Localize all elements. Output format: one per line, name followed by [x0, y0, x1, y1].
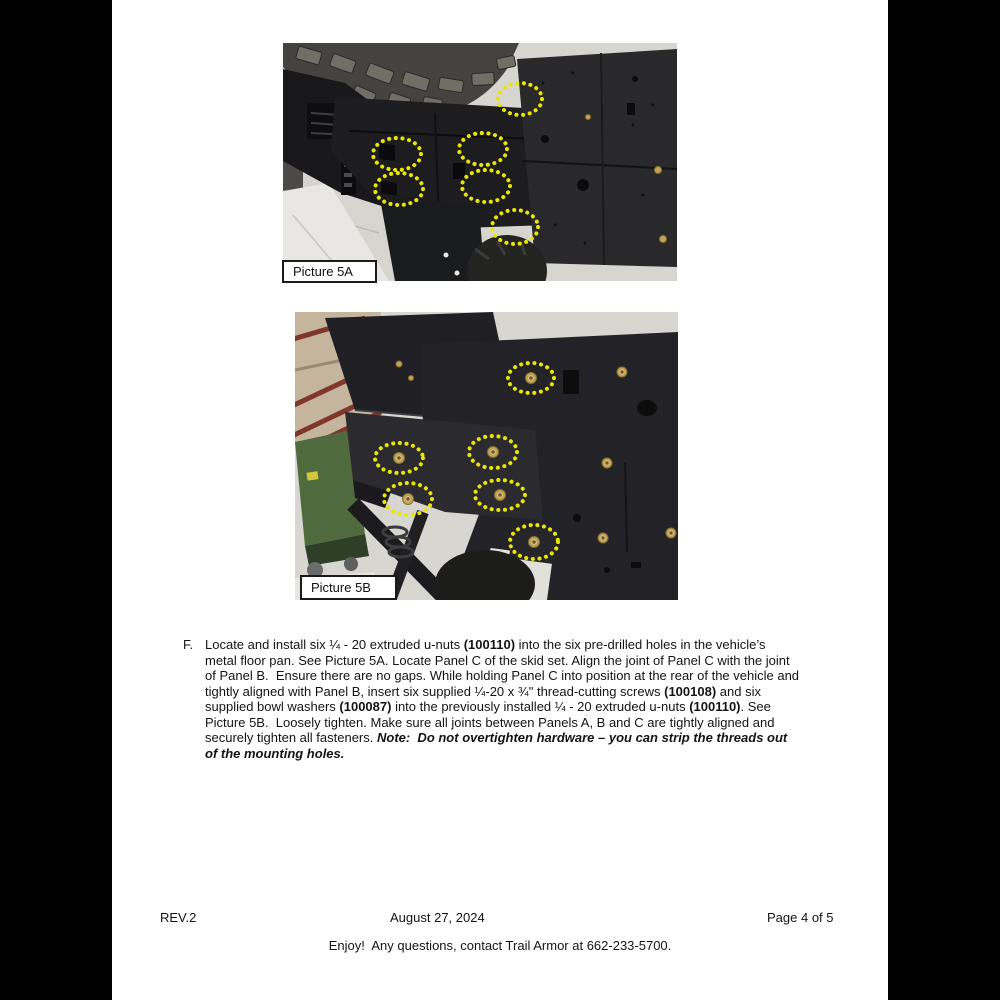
screw-head: [532, 540, 537, 545]
picture-5a-photo: [283, 43, 677, 281]
step-text-line: supplied bowl washers (100087) into the previously installed ¼ - 20 extruded u-nuts (100110). See: [205, 699, 771, 714]
picture-5b-photo: [295, 312, 678, 600]
screw-head: [498, 493, 503, 498]
screw-head: [529, 376, 534, 381]
step-text-line: Locate and install six ¼ - 20 extruded u-nuts (100110) into the six pre-drilled holes in the vehicle’s: [205, 637, 766, 652]
step-paragraph: [205, 637, 799, 761]
screw-head: [491, 450, 496, 455]
footer-revision: REV.2: [160, 910, 197, 925]
footer-page-number: Page 4 of 5: [767, 910, 834, 925]
floor-pan-bracket: [345, 412, 543, 520]
footer-date: August 27, 2024: [390, 910, 485, 925]
side-skid-panel: [517, 49, 677, 267]
picture-5a-label: [282, 260, 377, 283]
step-text-line: metal floor pan. See Picture 5A. Locate Panel C of the skid set. Align the joint of Panel C with the joint: [205, 652, 790, 668]
right-margin-bar: [888, 0, 1000, 1000]
picture-5b-caption: Picture 5B: [311, 580, 371, 595]
picture-5b: [295, 312, 678, 600]
step-letter: F.: [183, 637, 194, 652]
picture-5a-caption: Picture 5A: [293, 264, 353, 279]
step-text-line: tightly aligned with Panel B, insert six supplied ¼-20 x ¾" thread-cutting screws (100108) and six: [205, 683, 761, 699]
footer-contact-line: Enjoy! Any questions, contact Trail Armor at 662-233-5700.: [328, 938, 672, 953]
screw-head: [397, 456, 402, 461]
screw-head: [406, 497, 411, 502]
picture-5a: [283, 43, 677, 281]
step-text-line: Picture 5B. Loosely tighten. Make sure all joints between Panels A, B and C are tightly aligned and: [205, 714, 775, 730]
step-text-line: securely tighten all fasteners. Note: Do not overtighten hardware – you can strip the threads out: [205, 730, 788, 745]
step-text-line: of Panel B. Ensure there are no gaps. While holding Panel C into position at the rear of the vehicle and: [205, 668, 800, 683]
picture-5b-label: [300, 575, 397, 600]
step-text-line: of the mounting holes.: [205, 745, 345, 761]
manual-page: [112, 0, 888, 1000]
left-margin-bar: [0, 0, 112, 1000]
